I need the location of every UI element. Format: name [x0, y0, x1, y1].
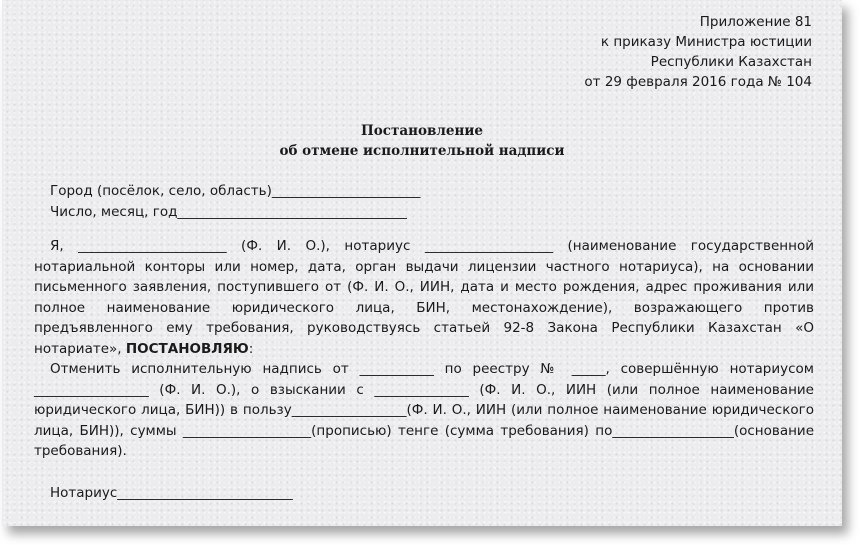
appendix-header — [584, 12, 812, 92]
paragraph-1 — [34, 236, 814, 359]
country-reference: Республики Казахстан — [650, 54, 812, 70]
date-field: Число, месяц, год__________________________________ — [50, 204, 407, 220]
notary-signature-line: Нотариус__________________________ — [50, 485, 293, 501]
document-body — [34, 236, 814, 462]
paragraph-2: Отменить исполнительную надпись от ___________ по реестру № _____, совершённую нотариусом _________________ (Ф. И. О.), о взыскании с ______________ (Ф. И. О., ИИН (или полное наименование юридического лица, БИН)) в пользу_________________(Ф. И. О., ИИН (или полное наименование юридического лица, БИН)), суммы ___________________(прописью) тенге (сумма требования) по__________________(основание требования). — [34, 361, 814, 459]
paragraph-1-text: Я, ______________________ (Ф. И. О.), нотариус ___________________ (наименование государственной нотариальной конторы или номер, дата, орган выдачи лицензии частного нотариуса), на основании письменного заявления, поступившего от (Ф. И. О., ИИН, дата и место рождения, адрес проживания или полное наименование юридического лица, БИН, местонахождение), возражающего против предъявленного ему требования, руководствуясь статьей 92-8 Закона Республики Казахстан «О нотариате», — [34, 238, 814, 357]
title-line-1: Постановление — [361, 123, 483, 139]
document-page — [2, 0, 842, 526]
paragraph-1-end: : — [248, 340, 254, 357]
order-date: от 29 февраля 2016 года № 104 — [584, 74, 812, 90]
title-line-2: об отмене исполнительной надписи — [279, 143, 565, 159]
document-title — [2, 121, 842, 161]
city-field: Город (посёлок, село, область)______________________ — [50, 183, 421, 199]
decree-keyword: ПОСТАНОВЛЯЮ — [125, 340, 249, 357]
order-reference: к приказу Министра юстиции — [600, 34, 812, 50]
appendix-number: Приложение 81 — [699, 14, 812, 30]
place-date-block — [50, 181, 420, 223]
